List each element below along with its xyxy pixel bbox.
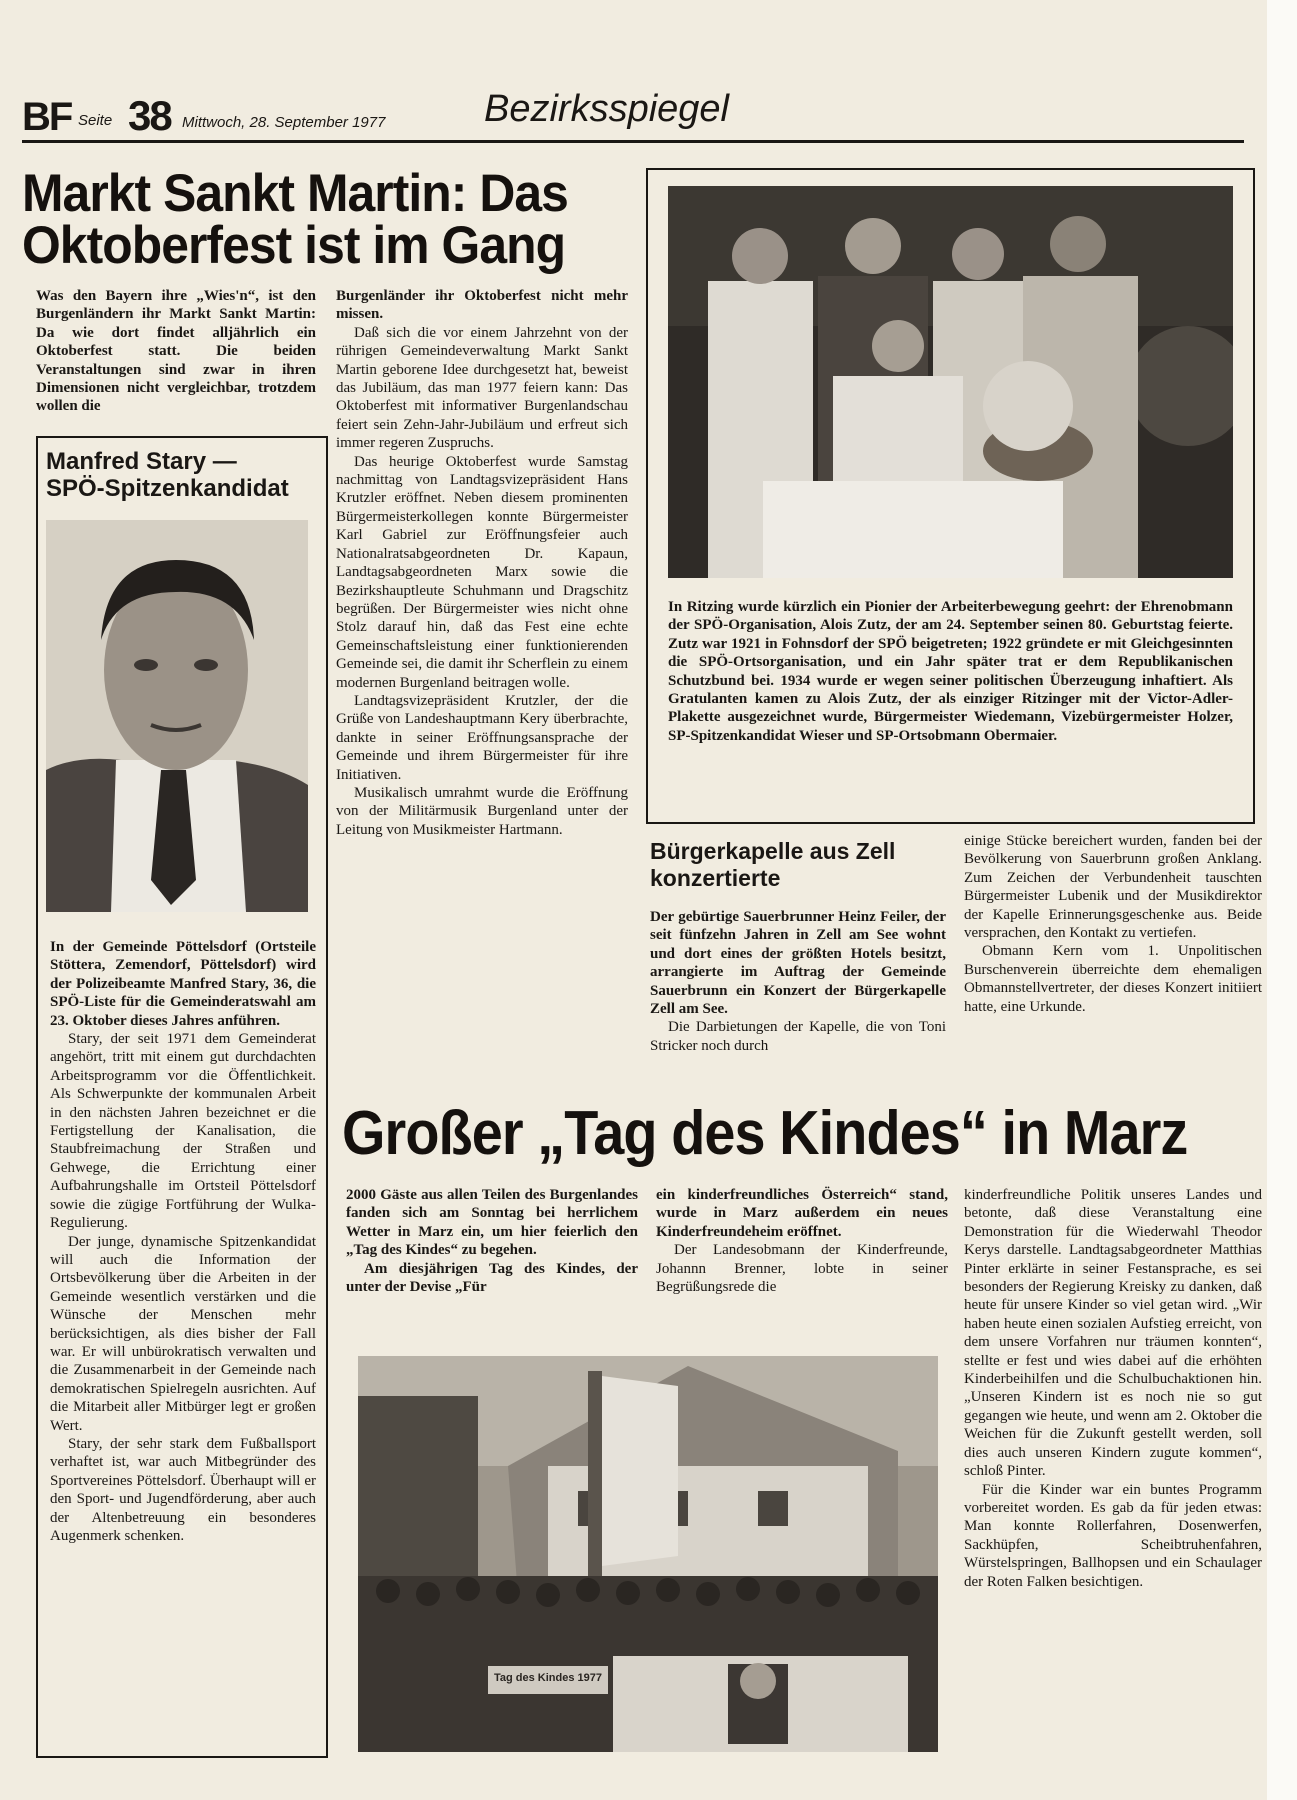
article-marz-col2-p1: Der Landesobmann der Kinderfreunde, Johannn Brenner, lobte in seiner Begrüßungsrede die [656,1242,948,1296]
article-marz-col3-p2: Für die Kinder war ein buntes Programm vorbereitet worden. Es gab da für jeden etwas: Man konnte Rollerfahren, Dosenwerfen, Sackhüpfen, Scheibtruhenfahren, Würstelspringen, Ballhopsen und ein Schaulager der Roten Falken besichtigen. [964,1481,1262,1590]
stary-box-p1: Stary, der seit 1971 dem Gemeinderat angehört, tritt mit einem gut durchdachten Arbeitsprogramm vor die Öffentlichkeit. Als Schwerpunkte der kommunalen Arbeit in den nächsten Jahren bezeichnet er die Fertigstellung der Kanalisation, die Staubfreimachung der Straßen und Gehwege, die Errichtung einer Aufbahrungshalle im Ortsteil Pöttelsdorf sowie die zügige Fortführung der Wulka-Regulierung. [50,1031,316,1232]
article-marz-col3-p1: kinderfreundliche Politik unseres Landes und betonte, daß diese Veranstaltung eine Demonstration für die Wiederwahl Theodor Kerys darstelle. Landtagsabgeordneter Matthias Pinter erklärte in seiner Festansprache, es sei besonders der Regierung Kreisky zu danken, daß heute für unsere Kinder so viel getan wird. „Wir haben heute einen sozialen Aufstieg erreicht, von dem unsere Vorfahren nur träumen konnten“, stellte er fest und wies dabei auf die erhöhten Kinderbeihilfen und die Schulbuchaktionen hin. „Unseren Kindern ist es noch nie so gut gegangen wie heute, und wenn am 2. Oktober die Weichen für die Zukunft gestellt werden, soll dies auch unseren Kindern zugute kommen“, schloß Pinter. [964,1187,1262,1480]
zell-headline-line1: Bürgerkapelle aus Zell [650,838,896,864]
ritzing-group-illustration [668,186,1233,578]
masthead-rule [22,140,1244,143]
page-label: Seite [78,112,113,129]
article-oktoberfest-col2-p4: Landtagsvizepräsident Krutzler, der die Grüße von Landeshauptmann Kery überbrachte, dankte in seiner Eröffnungsansprache der Gemeinde und ihrem Bürgermeister für ihre Initiativen. [336,692,628,783]
stary-portrait-photo [46,520,308,912]
section-title: Bezirksspiegel [484,88,729,130]
article-oktoberfest-column2 [336,287,628,839]
page-edge [1267,0,1297,1800]
zell-column2 [964,832,1262,1016]
zell-headline-line2: konzertierte [650,865,781,891]
article-marz-lead2: Am diesjährigen Tag des Kindes, der unter der Devise „Für [346,1260,638,1296]
zell-col2-p1: einige Stücke bereichert wurden, fanden bei der Bevölkerung von Sauerbrunn großen Anklang. Zum Zeichen der Verbundenheit tauschten Bürgermeister Lubenik und der Musikdirektor der Kapelle Erinnerungsgeschenke aus. Beide versprachen, den Kontakt zu vertiefen. [964,833,1262,942]
article-marz-column3 [964,1186,1262,1591]
stary-box [36,436,328,1758]
article-marz-headline: Großer „Tag des Kindes“ in Marz [342,1099,1188,1168]
stary-box-p3: Stary, der sehr stark dem Fußballsport verhaftet ist, war auch Mitbegründer des Sportvereines Pöttelsdorf. Überhaupt will er den Sport- und Jugendförderung, aber auch der Altenbetreuung ein besonderes Augenmerk schenken. [50,1435,316,1544]
article-marz-lead: 2000 Gäste aus allen Teilen des Burgenlandes fanden sich am Sonntag bei herrlichem Wetter in Marz ein, um hier feierlich den „Tag des Kindes“ zu begehen. [346,1187,638,1259]
article-oktoberfest-headline: Markt Sankt Martin: Das Oktoberfest ist im Gang [22,164,568,275]
stary-box-text [50,938,316,1545]
marz-photo-banner: Tag des Kindes 1977 [494,1672,603,1684]
ritzing-caption: In Ritzing wurde kürzlich ein Pionier der Arbeiterbewegung geehrt: der Ehrenobmann der SPÖ-Organisation, Alois Zutz, der am 24. September seinen 80. Geburtstag feierte. Zutz war 1921 in Fohnsdorf der SPÖ beigetreten; 1922 gründete er mit Gleichgesinnten die SPÖ-Ortsorganisation, und ein Jahr später trat er dem Republikanischen Schutzbund bei. 1934 wurde er wegen seiner politischen Überzeugung inhaftiert. Als Gratulanten kamen zu Alois Zutz, der als einziger Ritzinger mit der Victor-Adler-Plakette ausgezeichnet wurde, Bürgermeister Wiedemann, Vizebürgermeister Holzer, SP-Spitzenkandidat Wieser und SP-Ortsobmann Obermaier. [668,599,1233,744]
article-oktoberfest-lead-text: Was den Bayern ihre „Wies'n“, ist den Burgenländern ihr Markt Sankt Martin: Da wie dort findet alljährlich ein Oktoberfest statt. Die beiden Veranstaltungen sind zwar in ihren Dimensionen nicht vergleichbar, trotzdem wollen die [36,288,316,415]
stary-portrait-illustration [46,520,308,912]
marz-event-photo [358,1356,938,1752]
stary-box-title-line1: Manfred Stary — [46,448,237,475]
article-oktoberfest-col2-p1: Burgenländer ihr Oktoberfest nicht mehr missen. [336,288,628,323]
zell-column1 [650,908,946,1055]
marz-event-illustration [358,1356,938,1752]
article-oktoberfest-col2-p2: Daß sich die vor einem Jahrzehnt von der rührigen Gemeindeverwaltung Markt Sankt Martin geborene Idee durchgesetzt hat, beweist das Jubiläum, das man 1977 feiern kann: Das Oktoberfest mit informativer Burgenlandschau feiert sein Zehn-Jahr-Jubiläum und erfreut sich immer regeren Zuspruchs. [336,324,628,452]
ritzing-group-photo [668,186,1233,578]
stary-box-title [46,448,316,502]
zell-lead: Der gebürtige Sauerbrunner Heinz Feiler, der seit fünfzehn Jahren in Zell am See wohnt und dort eines der größten Hotels besitzt, arrangierte im Auftrag der Gemeinde Sauerbrunn ein Konzert der Bürgerkapelle Zell am See. [650,909,946,1018]
zell-p1: Die Darbietungen der Kapelle, die von Toni Stricker noch durch [650,1019,946,1054]
stary-box-title-line2: SPÖ-Spitzenkandidat [46,475,289,502]
article-oktoberfest-col2-p5: Musikalisch umrahmt wurde die Eröffnung von der Militärmusik Burgenland unter der Leitung von Musikmeister Hartmann. [336,784,628,838]
zell-col2-p2: Obmann Kern vom 1. Unpolitischen Burschenverein überreichte dem ehemaligen Obmannstellvertreter, der dieses Konzert initiiert hatte, eine Urkunde. [964,943,1262,1015]
ritzing-photo-box [646,168,1255,824]
article-marz-col2-lead: ein kinderfreundliches Österreich“ stand, wurde in Marz außerdem ein neues Kinderfreundeheim eröffnet. [656,1187,948,1240]
issue-date: Mittwoch, 28. September 1977 [182,114,386,131]
newspaper-logo: BF [22,95,72,139]
article-marz-column1 [346,1186,638,1296]
zell-headline [650,838,950,892]
stary-box-lead: In der Gemeinde Pöttelsdorf (Ortsteile Stöttera, Zemendorf, Pöttelsdorf) wird der Polizeibeamte Manfred Stary, 36, die SPÖ-Liste für die Gemeinderatswahl am 23. Oktober dieses Jahres anführen. [50,939,316,1029]
stary-box-p2: Der junge, dynamische Spitzenkandidat will auch die Information der Ortsbevölkerung über die Arbeiten in der Gemeinde wesentlich verstärken und die Wünsche der Menschen mehr berücksichtigen, als dies bisher der Fall war. Er will unbürokratisch verwalten und die Zusammenarbeit in der Gemeinde nach demokratischen Spielregeln ausrichten. Auf die Mitarbeit aller Mitbürger legt er großen Wert. [50,1233,316,1434]
page-number: 38 [128,92,171,139]
article-marz-column2 [656,1186,948,1296]
article-oktoberfest-col2-p3: Das heurige Oktoberfest wurde Samstag nachmittag von Landtagsvizepräsident Hans Krutzler eröffnet. Neben diesem prominenten Bürgermeisterkollegen konnte Bürgermeister Karl Gabriel zur Eröffnungsfeier auch Nationalratsabgeordneten Dr. Kapaun, Landtagsabgeordneten Marx sowie die Bezirkshauptleute Schuhmann und Dragschitz begrüßen. Der Bürgermeister wies nicht ohne Stolz darauf hin, daß das Fest eine echte Gemeinschaftsleistung einer funktionierenden Gemeinde sei, die damit ihr Scherflein zu einem modernen Burgenland beitragen wolle. [336,453,628,691]
article-oktoberfest-lead [36,287,316,416]
